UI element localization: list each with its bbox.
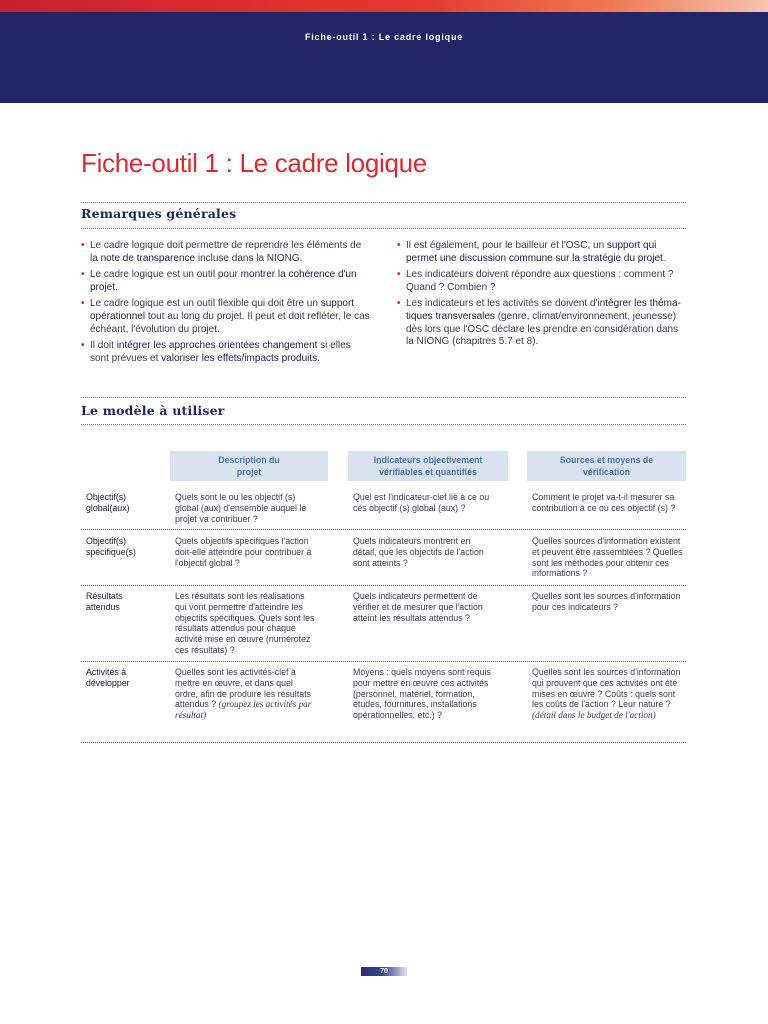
cell-description: Quelles sont les activités-clef à mettre en œuvre, et dans quel ordre, afin de produire les résultats attendus ? (groupez les activités par résultat): [175, 667, 312, 721]
top-color-stripe: [0, 0, 768, 12]
cell-sources: Quelles sont les sources d'information pour ces indicateurs ?: [532, 591, 681, 612]
divider-bottom-model: [81, 424, 686, 425]
remark-item: • Le cadre logique est un outil flexible qui doit être un support opérationnel tout au long du projet. Il peut et doit refléter, le cas échéant, l'évolution du projet.: [81, 298, 370, 335]
row-divider: [81, 661, 686, 662]
remark-item: • Les indicateurs et les activités se doivent d'intégrer les thématiques transversales (genre, climat/environnement, jeunesse) dès lors que l'OSC déclare les prendre en considération dans la NIONG (chapitres 5.7 et 8).: [397, 298, 681, 348]
cell-indicators: Quel est l'indicateur-clef lié à ce ou ces objectif (s) global (aux) ?: [353, 492, 490, 513]
page-number: 70: [361, 967, 407, 976]
row-label: Activités à développer: [86, 667, 130, 688]
column-header-description: Description du projet: [170, 451, 328, 481]
cell-indicators: Moyens : quels moyens sont requis pour mettre en œuvre ces activités (personnel, matériel, formation, études, fournitures, installations opérationnelles, etc.) ?: [353, 667, 491, 721]
column-header-indicators: Indicateurs objectivement vérifiables et quantifiés: [348, 451, 508, 481]
running-header-title: Fiche-outil 1 : Le cadre logique: [304, 32, 464, 42]
bullet-icon: •: [397, 269, 401, 281]
cell-sources: Quelles sources d'information existent et peuvent être rassemblées ? Quelles sont les méthodes pour obtenir ces informations ?: [532, 536, 683, 579]
cell-sources: Quelles sont les sources d'information qui prouvent que ces activités ont été mises en œuvre ? Coûts : quels sont les coûts de l'action ? Leur nature ? (détail dans le budget de l'action): [532, 667, 681, 721]
row-label: Objectif(s) spécifique(s): [86, 536, 136, 557]
cell-description: Les résultats sont les réalisations qui vont permettre d'atteindre les objectifs spécifiques. Quels sont les résultats attendus pour chaque activité mise en œuvre (numérotez ces résultats) ?: [175, 591, 315, 655]
cell-description: Quels objectifs spécifiques l'action doit-elle atteindre pour contribuer à l'objectif global ?: [175, 536, 312, 568]
remarks-left-column: [81, 240, 371, 369]
row-label: Objectif(s) global(aux): [86, 492, 130, 513]
row-divider: [81, 742, 686, 743]
row-divider: [81, 585, 686, 586]
divider-top-model: [81, 397, 686, 398]
bullet-icon: •: [397, 298, 401, 310]
page-header-band: [0, 12, 768, 103]
bullet-icon: •: [81, 298, 85, 310]
cell-indicators: Quels indicateurs permettent de vérifier et de mesurer que l'action atteint les résultats attendus ?: [353, 591, 483, 623]
row-label: Résultats attendus: [86, 591, 123, 612]
cell-description: Quels sont le ou les objectif (s) global (aux) d'ensemble auquel le projet va contribuer ?: [175, 492, 307, 524]
section-title-model: Le modèle à utiliser: [81, 403, 225, 418]
divider-top-general: [81, 202, 686, 203]
cell-indicators: Quels indicateurs montrent en détail, que les objectifs de l'action sont atteints ?: [353, 536, 484, 568]
remark-item: • Il doit intégrer les approches orientées changement si elles sont prévues et valoriser les effets/impacts produits.: [81, 340, 351, 364]
remark-item: • Le cadre logique doit permettre de reprendre les éléments de la note de transparence incluse dans la NIONG.: [81, 240, 362, 264]
column-header-sources: Sources et moyens de vérification: [527, 451, 686, 481]
bullet-icon: •: [81, 269, 85, 281]
divider-bottom-general: [81, 228, 686, 229]
section-title-general: Remarques générales: [81, 206, 237, 221]
page-title: Fiche-outil 1 : Le cadre logique: [81, 148, 427, 178]
cell-sources: Comment le projet va-t-il mesurer sa contribution à ce ou ces objectif (s) ?: [532, 492, 676, 513]
remark-item: • Il est également, pour le bailleur et l'OSC, un support qui permet une discussion commune sur la stratégie du projet.: [397, 240, 666, 264]
bullet-icon: •: [81, 340, 85, 352]
row-divider: [81, 529, 686, 530]
remark-item: • Le cadre logique est un outil pour montrer la cohérence d'un projet.: [81, 269, 357, 293]
bullet-icon: •: [81, 240, 85, 251]
remark-item: • Les indicateurs doivent répondre aux questions : comment ? Quand ? Combien ?: [397, 269, 674, 293]
bullet-icon: •: [397, 240, 401, 251]
remarks-right-column: [397, 240, 688, 353]
